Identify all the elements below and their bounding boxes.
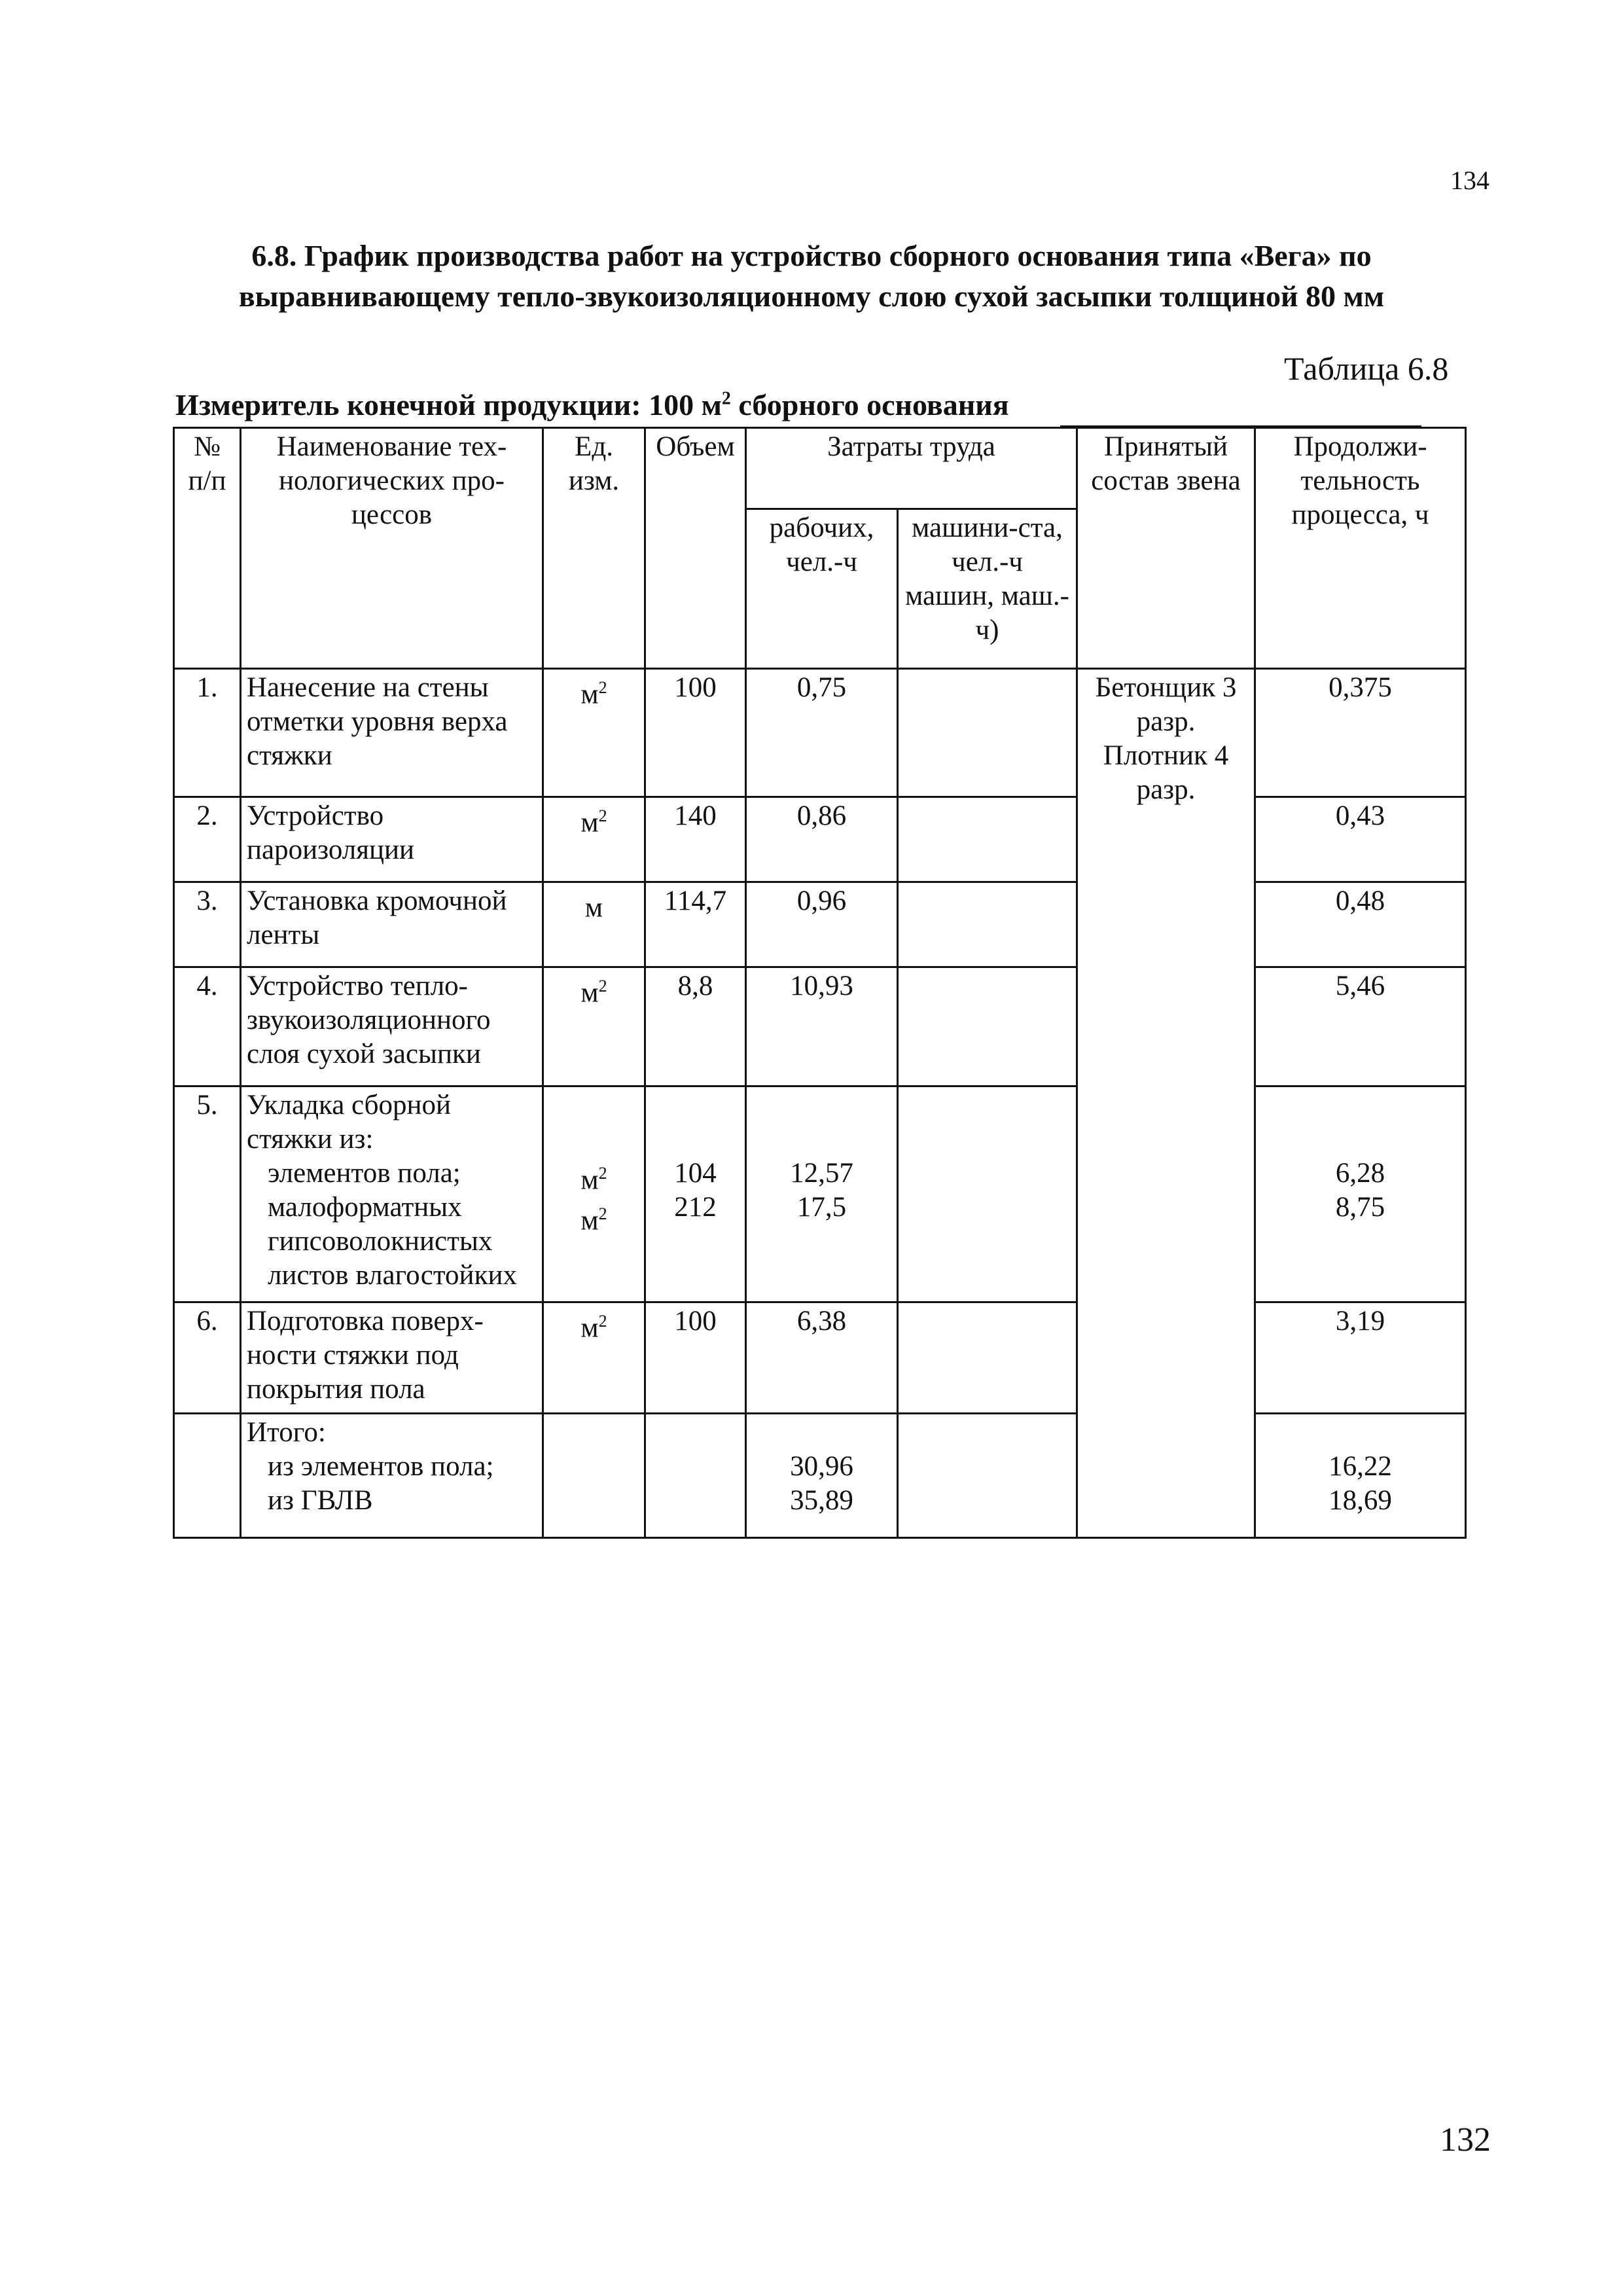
row-machinists	[898, 1086, 1077, 1302]
row-workers: 12,57 17,5	[746, 1086, 898, 1302]
row-name-sub2: малоформатных гипсоволокнистых листов влагостойких	[268, 1192, 517, 1291]
row-volume: 104 212	[645, 1086, 746, 1302]
row-workers: 0,96	[746, 882, 898, 967]
total-label: Итого:	[247, 1417, 326, 1448]
row-machinists	[898, 797, 1077, 882]
row-workers: 10,93	[746, 967, 898, 1086]
page-number-bottom: 132	[1440, 2121, 1491, 2159]
row-duration: 5,46	[1255, 967, 1466, 1086]
row-num: 3.	[174, 882, 241, 967]
row-name: Устройство пароизоляции	[241, 797, 543, 882]
row-name-main: Укладка сборной стяжки из:	[247, 1090, 452, 1155]
row-duration: 0,48	[1255, 882, 1466, 967]
row-workers: 0,75	[746, 669, 898, 797]
row-name: Подготовка поверх-ности стяжки под покрытия пола	[241, 1302, 543, 1414]
row-machinists	[898, 967, 1077, 1086]
row-workers: 6,38	[746, 1302, 898, 1414]
header-duration: Продолжи-тельность процесса, ч	[1255, 428, 1466, 669]
total-name	[241, 1414, 543, 1538]
measure-label: Измеритель конечной продукции: 100 м	[175, 388, 722, 422]
header-workers: рабочих, чел.-ч	[746, 509, 898, 669]
table-row	[174, 967, 1466, 1086]
row-volume: 100	[645, 669, 746, 797]
header-num: № п/п	[174, 428, 241, 669]
total-machinists	[898, 1414, 1077, 1538]
row-unit: $м^2$ $м^2$	[543, 1086, 645, 1302]
table-row	[174, 882, 1466, 967]
table-row	[174, 1086, 1466, 1302]
total-sub2: из ГВЛВ	[268, 1485, 373, 1516]
table-row	[174, 1302, 1466, 1414]
row-duration: 3,19	[1255, 1302, 1466, 1414]
row-workers: 0,86	[746, 797, 898, 882]
header-name: Наименование тех-нологических про-цессов	[241, 428, 543, 669]
row-num: 1.	[174, 669, 241, 797]
row-unit: м	[543, 882, 645, 967]
header-unit: Ед. изм.	[543, 428, 645, 669]
row-num: 5.	[174, 1086, 241, 1302]
row-volume: 140	[645, 797, 746, 882]
header-crew: Принятый состав звена	[1077, 428, 1255, 669]
row-duration: 0,375	[1255, 669, 1466, 797]
row-num: 4.	[174, 967, 241, 1086]
measure-line	[175, 387, 1009, 422]
row-machinists	[898, 1302, 1077, 1414]
total-num	[174, 1414, 241, 1538]
page-number-top: 134	[1450, 166, 1489, 195]
row-duration: 0,43	[1255, 797, 1466, 882]
total-volume	[645, 1414, 746, 1538]
row-volume: 100	[645, 1302, 746, 1414]
row-name: Нанесение на стены отметки уровня верха стяжки	[241, 669, 543, 797]
total-sub1: из элементов пола;	[268, 1451, 494, 1482]
header-volume: Объем	[645, 428, 746, 669]
header-row	[174, 428, 1466, 509]
row-num: 2.	[174, 797, 241, 882]
row-name: Установка кромочной ленты	[241, 882, 543, 967]
row-duration: 6,28 8,75	[1255, 1086, 1466, 1302]
row-name-sub1: элементов пола;	[268, 1158, 461, 1189]
table-row	[174, 669, 1466, 797]
total-row	[174, 1414, 1466, 1538]
measure-tail: сборного основания	[730, 388, 1009, 422]
total-workers: 30,96 35,89	[746, 1414, 898, 1538]
section-title: 6.8. График производства работ на устройство сборного основания типа «Вега» по выравнивающему тепло-звукоизоляционному слою сухой засыпки толщиной 80 мм	[238, 239, 1385, 313]
row-unit: $м^2$	[543, 797, 645, 882]
row-name	[241, 1086, 543, 1302]
header-machinists: машини-ста, чел.-ч машин, маш.-ч)	[898, 509, 1077, 669]
row-unit: $м^2$	[543, 669, 645, 797]
measure-sup: 2	[721, 388, 731, 409]
table-caption: Таблица 6.8	[1284, 350, 1449, 387]
row-machinists	[898, 669, 1077, 797]
row-volume: 8,8	[645, 967, 746, 1086]
header-labor: Затраты труда	[746, 428, 1077, 509]
row-name: Устройство тепло-звукоизоляционного слоя сухой засыпки	[241, 967, 543, 1086]
total-unit	[543, 1414, 645, 1538]
work-schedule-table	[173, 427, 1467, 1539]
row-machinists	[898, 882, 1077, 967]
row-unit: $м^2$	[543, 967, 645, 1086]
crew-cell: Бетонщик 3 разр. Плотник 4 разр.	[1077, 669, 1255, 1538]
row-num: 6.	[174, 1302, 241, 1414]
row-volume: 114,7	[645, 882, 746, 967]
table-row	[174, 797, 1466, 882]
total-duration: 16,22 18,69	[1255, 1414, 1466, 1538]
row-unit: $м^2$	[543, 1302, 645, 1414]
